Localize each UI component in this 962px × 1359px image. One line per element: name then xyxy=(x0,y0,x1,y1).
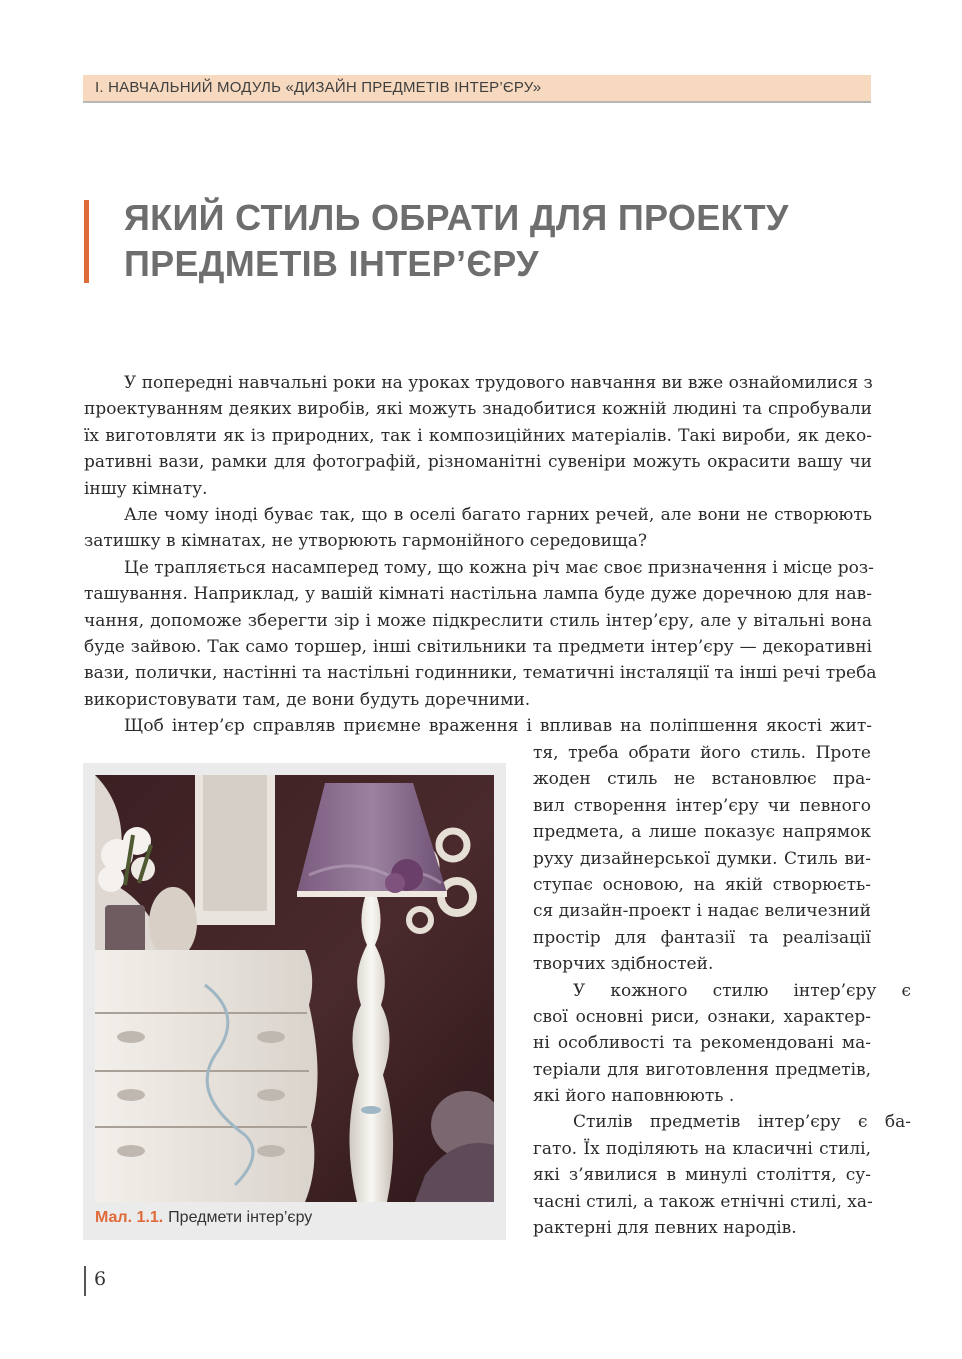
text-line: У попередні навчальні роки на уроках трудового навчання ви вже ознайомилися з xyxy=(124,373,873,393)
text-line: ташування. Наприклад, у вашій кімнаті настільна лампа буде дуже доречною для нав- xyxy=(84,584,872,605)
text-line: Це трапляється насамперед тому, що кожна річ має своє призначення і місце роз- xyxy=(124,557,874,578)
text-line: У кожного стилю інтер’єру є xyxy=(573,980,911,1001)
text-line: руху дизайнерської думки. Стиль ви- xyxy=(533,848,871,869)
title-accent-bar xyxy=(84,200,89,283)
text-line: які з’явилися в минулі століття, су- xyxy=(533,1165,871,1186)
page-number: 6 xyxy=(94,1268,107,1290)
text-line: тя, треба обрати його стиль. Проте xyxy=(533,743,871,763)
text-line: вил створення інтер’єру чи певного xyxy=(533,795,871,816)
text-line: теріали для виготовлення предметів, xyxy=(533,1059,871,1080)
text-line: які його наповнюють . xyxy=(533,1086,735,1107)
text-line: предмета, а лише показує напрямок xyxy=(533,822,871,843)
text-line: їх виготовляти як із природних, так і композиційних матеріалів. Такі вироби, як деко- xyxy=(84,425,872,446)
text-line: рактерні для певних народів. xyxy=(533,1218,797,1239)
body-text xyxy=(84,370,877,739)
text-line: гато. Їх поділяють на класичні стилі, xyxy=(533,1138,871,1159)
text-line: чання, допоможе зберегти зір і може підкреслити стиль інтер’єру, але у вітальні вона xyxy=(84,610,872,631)
text-line: проектуванням деяких виробів, які можуть знадобитися кожній людині та спробували xyxy=(84,399,872,420)
section-title-line-1: ЯКИЙ СТИЛЬ ОБРАТИ ДЛЯ ПРОЕКТУ xyxy=(124,197,789,238)
figure-caption xyxy=(95,1209,312,1227)
page-number-rule xyxy=(84,1266,86,1296)
text-line: ступає основою, на якій створюєть- xyxy=(533,874,871,895)
text-line: ся дизайн-проект і надає величезний xyxy=(533,901,871,922)
text-line: іншу кімнату. xyxy=(84,478,208,499)
module-label: І. НАВЧАЛЬНИЙ МОДУЛЬ «ДИЗАЙН ПРЕДМЕТІВ ІНТЕР’ЄРУ» xyxy=(95,79,542,96)
text-line: жоден стиль не встановлює пра- xyxy=(533,769,871,790)
text-line: вази, полички, настінні та настільні годинники, тематичні інсталяції та інші речі треба xyxy=(84,663,877,684)
text-line: Стилів предметів інтер’єру є ба- xyxy=(573,1112,911,1133)
section-title-line-2: ПРЕДМЕТІВ ІНТЕР’ЄРУ xyxy=(124,243,539,284)
figure-caption-text: Предмети інтер’єру xyxy=(168,1209,313,1226)
text-line: затишку в кімнатах, не утворюють гармонійного середовища? xyxy=(84,531,647,552)
text-line: використовувати там, де вони будуть доречними. xyxy=(84,689,531,710)
figure-caption-number: Мал. 1.1. xyxy=(95,1209,164,1226)
interior-photo xyxy=(95,775,494,1202)
text-line: Щоб інтер’єр справляв приємне враження і впливав на поліпшення якості жит- xyxy=(124,716,872,737)
text-line: буде зайвою. Так само торшер, інші світильники та предмети інтер’єру — декоративні xyxy=(84,636,872,657)
text-line: ративні вази, рамки для фотографій, різноманітні сувеніри можуть окрасити вашу чи xyxy=(84,452,872,473)
text-line: свої основні риси, ознаки, характер- xyxy=(533,1006,871,1027)
module-header-bar xyxy=(83,75,871,103)
text-line: творчих здібностей. xyxy=(533,954,714,975)
text-line: Але чому іноді буває так, що в оселі багато гарних речей, але вони не створюють xyxy=(124,504,872,525)
text-line: ні особливості та рекомендовані ма- xyxy=(533,1033,871,1054)
text-line: часні стилі, а також етнічні стилі, ха- xyxy=(533,1191,873,1212)
figure-box xyxy=(83,763,506,1240)
text-line: простір для фантазії та реалізації xyxy=(533,927,871,948)
wrapped-text-column xyxy=(533,740,911,1241)
section-title xyxy=(124,195,864,287)
